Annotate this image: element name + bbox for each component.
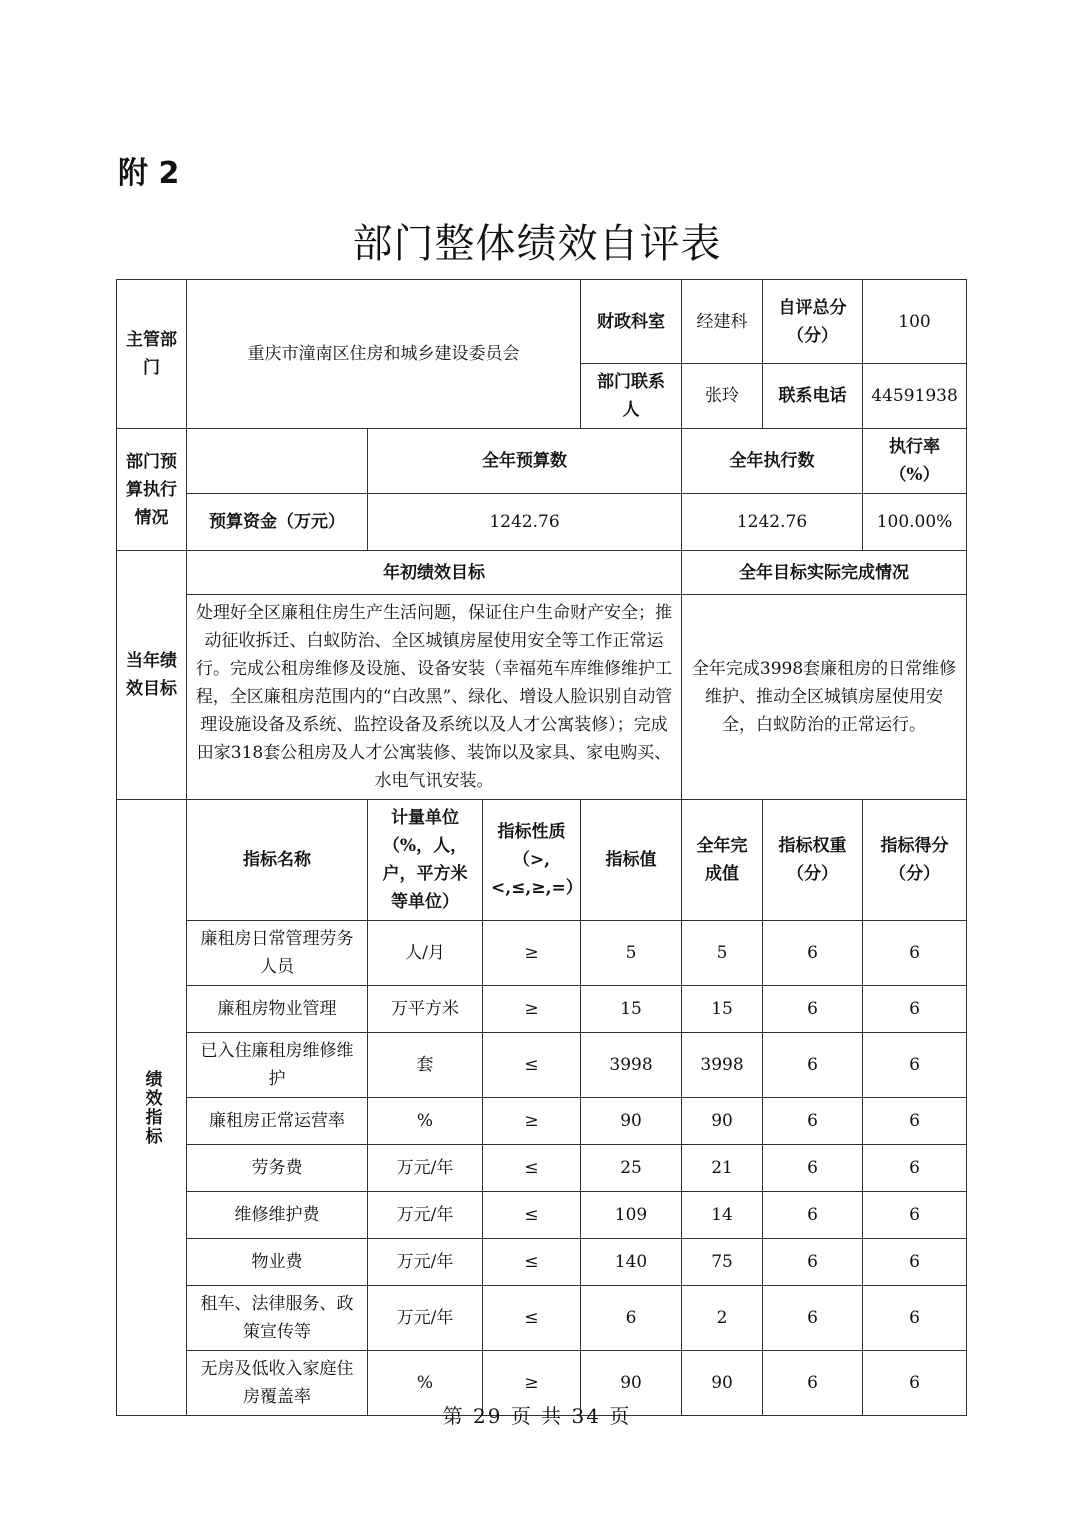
indicator-name: 租车、法律服务、政策宣传等 <box>187 1286 368 1351</box>
table-row <box>117 1192 967 1239</box>
initial-goals-header: 年初绩效目标 <box>187 551 682 595</box>
indicator-unit: 万元/年 <box>368 1239 483 1286</box>
indicator-unit: 万元/年 <box>368 1192 483 1239</box>
indicator-actual: 3998 <box>682 1033 763 1098</box>
indicator-weight: 6 <box>763 1033 863 1098</box>
finance-value: 经建科 <box>682 280 763 364</box>
indicators-section-label: 绩效指标 <box>117 800 187 1416</box>
table-row <box>117 921 967 986</box>
indicator-target: 90 <box>581 1098 682 1145</box>
indicator-nature: ≤ <box>483 1239 581 1286</box>
indicator-unit: 人/月 <box>368 921 483 986</box>
indicator-weight: 6 <box>763 1286 863 1351</box>
indicator-weight: 6 <box>763 921 863 986</box>
indicator-nature: ≥ <box>483 986 581 1033</box>
phone-value: 44591938 <box>863 364 967 429</box>
header-score: 指标得分（分） <box>863 800 967 921</box>
indicator-target: 90 <box>581 1351 682 1416</box>
indicator-unit: % <box>368 1351 483 1416</box>
dept-value: 重庆市潼南区住房和城乡建设委员会 <box>187 280 581 429</box>
indicator-actual: 14 <box>682 1192 763 1239</box>
header-target-value: 指标值 <box>581 800 682 921</box>
indicator-nature: ≤ <box>483 1033 581 1098</box>
indicator-weight: 6 <box>763 1351 863 1416</box>
indicator-unit: 万元/年 <box>368 1145 483 1192</box>
header-nature: 指标性质（>,<,≤,≥,=） <box>483 800 581 921</box>
indicator-name: 维修维护费 <box>187 1192 368 1239</box>
indicator-actual: 5 <box>682 921 763 986</box>
indicator-nature: ≥ <box>483 921 581 986</box>
page-title: 部门整体绩效自评表 <box>352 221 722 267</box>
indicator-actual: 75 <box>682 1239 763 1286</box>
indicator-score: 6 <box>863 1286 967 1351</box>
budget-value: 1242.76 <box>368 494 682 551</box>
header-indicator-name: 指标名称 <box>187 800 368 921</box>
indicator-score: 6 <box>863 1192 967 1239</box>
indicator-nature: ≥ <box>483 1351 581 1416</box>
indicator-weight: 6 <box>763 1192 863 1239</box>
rate-col-header: 执行率（%） <box>863 429 967 494</box>
indicator-actual: 15 <box>682 986 763 1033</box>
exec-value: 1242.76 <box>682 494 863 551</box>
finance-label: 财政科室 <box>581 280 682 364</box>
goals-section-label: 当年绩效目标 <box>117 551 187 800</box>
budget-col-header: 全年预算数 <box>368 429 682 494</box>
table-row <box>117 986 967 1033</box>
indicator-actual: 90 <box>682 1351 763 1416</box>
indicator-name: 无房及低收入家庭住房覆盖率 <box>187 1351 368 1416</box>
table-row <box>117 1286 967 1351</box>
indicator-name: 廉租房日常管理劳务人员 <box>187 921 368 986</box>
indicator-nature: ≥ <box>483 1098 581 1145</box>
dept-label: 主管部门 <box>117 280 187 429</box>
indicator-name: 劳务费 <box>187 1145 368 1192</box>
indicator-target: 6 <box>581 1286 682 1351</box>
indicator-name: 已入住廉租房维修维护 <box>187 1033 368 1098</box>
phone-label: 联系电话 <box>763 364 863 429</box>
actual-completion-header: 全年目标实际完成情况 <box>682 551 967 595</box>
indicator-actual: 90 <box>682 1098 763 1145</box>
indicator-nature: ≤ <box>483 1192 581 1239</box>
actual-completion-text: 全年完成3998套廉租房的日常维修维护、推动全区城镇房屋使用安全，白蚁防治的正常运行。 <box>682 595 967 800</box>
contact-value: 张玲 <box>682 364 763 429</box>
exec-col-header: 全年执行数 <box>682 429 863 494</box>
indicator-target: 15 <box>581 986 682 1033</box>
indicator-actual: 21 <box>682 1145 763 1192</box>
indicator-unit: 万平方米 <box>368 986 483 1033</box>
indicator-unit: % <box>368 1098 483 1145</box>
rate-value: 100.00% <box>863 494 967 551</box>
indicator-target: 5 <box>581 921 682 986</box>
indicator-score: 6 <box>863 1145 967 1192</box>
budget-row-label: 预算资金（万元） <box>187 494 368 551</box>
indicator-score: 6 <box>863 1239 967 1286</box>
indicator-weight: 6 <box>763 986 863 1033</box>
indicator-target: 140 <box>581 1239 682 1286</box>
indicator-score: 6 <box>863 1098 967 1145</box>
indicator-target: 25 <box>581 1145 682 1192</box>
indicator-name: 物业费 <box>187 1239 368 1286</box>
score-value: 100 <box>863 280 967 364</box>
indicator-header-row <box>117 800 967 921</box>
table-row <box>117 1098 967 1145</box>
indicator-weight: 6 <box>763 1145 863 1192</box>
indicator-target: 109 <box>581 1192 682 1239</box>
indicator-weight: 6 <box>763 1098 863 1145</box>
budget-section-label: 部门预算执行情况 <box>117 429 187 551</box>
indicator-unit: 套 <box>368 1033 483 1098</box>
indicator-nature: ≤ <box>483 1145 581 1192</box>
header-unit: 计量单位（%，人，户，平方米等单位） <box>368 800 483 921</box>
indicator-actual: 2 <box>682 1286 763 1351</box>
page-number-footer: 第 29 页 共 34 页 <box>442 1404 632 1428</box>
indicator-score: 6 <box>863 1033 967 1098</box>
indicator-weight: 6 <box>763 1239 863 1286</box>
header-weight: 指标权重（分） <box>763 800 863 921</box>
table-row <box>117 1033 967 1098</box>
header-actual-value: 全年完成值 <box>682 800 763 921</box>
budget-header-blank <box>187 429 368 494</box>
table-row <box>117 1239 967 1286</box>
annex-label: 附 2 <box>118 156 180 191</box>
indicator-score: 6 <box>863 1351 967 1416</box>
contact-label: 部门联系人 <box>581 364 682 429</box>
indicator-name: 廉租房物业管理 <box>187 986 368 1033</box>
initial-goals-text: 处理好全区廉租住房生产生活问题，保证住户生命财产安全；推动征收拆迁、白蚁防治、全区城镇房屋使用安全等工作正常运行。完成公租房维修及设施、设备安装（幸福苑车库维修维护工程，全区廉租房范围内的“白改黑”、绿化、增设人脸识别自动管理设施设备及系统、监控设备及系统以及人才公寓装修）；完成田家318套公租房及人才公寓装修、装饰以及家具、家电购买、水电气讯安装。 <box>187 595 682 800</box>
self-evaluation-table <box>116 279 967 1416</box>
indicator-target: 3998 <box>581 1033 682 1098</box>
indicator-score: 6 <box>863 921 967 986</box>
indicator-unit: 万元/年 <box>368 1286 483 1351</box>
indicator-name: 廉租房正常运营率 <box>187 1098 368 1145</box>
table-row <box>117 1145 967 1192</box>
indicator-nature: ≤ <box>483 1286 581 1351</box>
score-label: 自评总分（分） <box>763 280 863 364</box>
indicator-score: 6 <box>863 986 967 1033</box>
